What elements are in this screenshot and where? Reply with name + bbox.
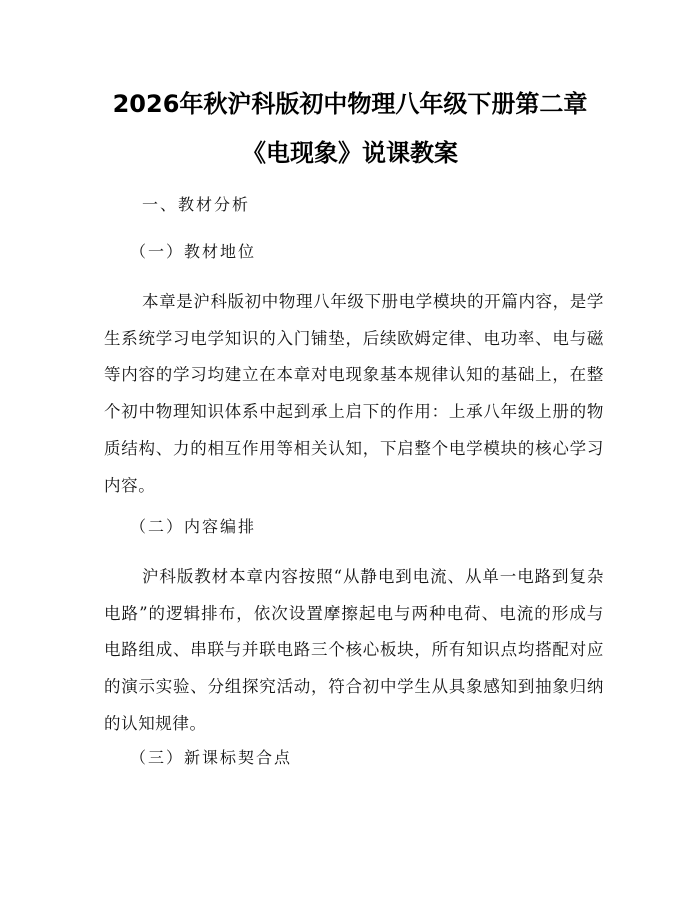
section-heading-textbook-analysis: 一、教材分析 [142,195,251,214]
subsection-heading-position: （一）教材地位 [130,242,257,261]
subsection-heading-arrangement: （二）内容编排 [130,517,257,536]
paragraph-position: 本章是沪科版初中物理八年级下册电学模块的开篇内容，是学生系统学习电学知识的入门铺垫，后续欧姆定律、电功率、电与磁等内容的学习均建立在本章对电现象基本规律认知的基础上，在整个初中物理知识体系中起到承上启下的作用：上承八年级上册的物质结构、力的相互作用等相关认知，下启整个电学模块的核心学习内容。 [104,292,604,495]
paragraph-arrangement: 沪科版教材本章内容按照“从静电到电流、从单一电路到复杂电路”的逻辑排布，依次设置摩擦起电与两种电荷、电流的形成与电路组成、串联与并联电路三个核心板块，所有知识点均搭配对应的演示实验、分组探究活动，符合初中学生从具象感知到抽象归纳的认知规律。 [104,567,604,733]
document-title-line-2: 《电现象》说课教案 [242,139,458,167]
subsection-heading-curriculum-fit: （三）新课标契合点 [130,748,293,767]
document-title-line-1: 2026年秋沪科版初中物理八年级下册第二章 [112,90,588,118]
